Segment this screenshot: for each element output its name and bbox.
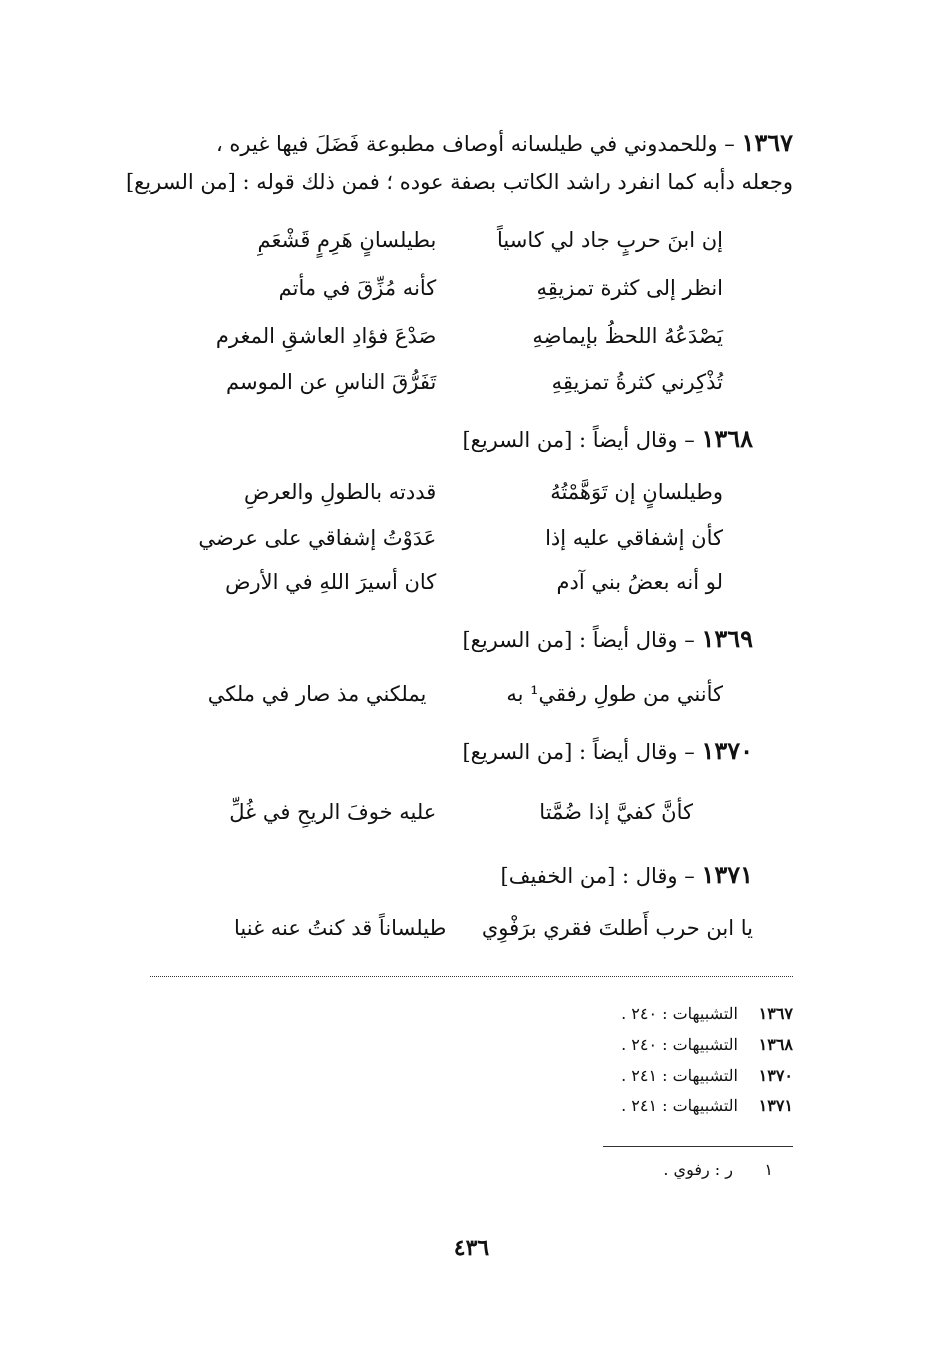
source-number: ١٣٧١: [758, 1096, 793, 1115]
hemistich-a: يَصْدَعُهُ اللحظُ بإيماضِهِ: [532, 324, 723, 348]
entry-1370-heading: [462, 736, 753, 765]
verse: [244, 480, 723, 504]
entry-number: ١٣٦٧: [741, 128, 793, 157]
hemistich-a: تُذْكِرني كثرةُ تمزيقِهِ: [551, 370, 723, 394]
hemistich-b: كان أسيرَ اللهِ في الأرض: [225, 570, 437, 594]
hemistich-b: عليه خوفَ الريحِ في غُلِّ: [229, 800, 437, 824]
hemistich-a: كأنَّ كفيَّ إذا ضُمَّتا: [539, 800, 693, 824]
entry-number: ١٣٦٩: [701, 624, 753, 653]
source-text: التشبيهات : ٢٤٠ .: [621, 1004, 738, 1023]
verse: [279, 276, 723, 300]
entry-heading-text: – وقال : [من الخفيف]: [500, 864, 695, 888]
hemistich-b: صَدْعَ فؤادِ العاشقِ المغرم: [215, 324, 437, 348]
entry-text: – وللحمدوني في طيلسانه أوصاف مطبوعة فَضَلَ فيها غيره ،: [215, 132, 735, 156]
footnote-number: ١: [764, 1160, 773, 1179]
hemistich-a: إن ابنَ حربٍ جاد لي كاسياً: [497, 228, 723, 252]
footnote-text: ر : رفوي .: [663, 1160, 733, 1179]
entry-number: ١٣٦٨: [701, 424, 753, 453]
hemistich-a: انظر إلى كثرة تمزيقِهِ: [536, 276, 723, 300]
entry-heading-text: – وقال أيضاً : [من السريع]: [462, 628, 695, 652]
source-text: التشبيهات : ٢٤١ .: [621, 1066, 738, 1085]
entry-heading-text: – وقال أيضاً : [من السريع]: [462, 740, 695, 764]
entry-1367-line1: [216, 128, 793, 157]
source-text: التشبيهات : ٢٤١ .: [621, 1096, 738, 1115]
source-number: ١٣٦٧: [758, 1004, 793, 1023]
hemistich-b: عَدَوْتُ إشفاقي على عرضي: [198, 526, 437, 550]
hemistich-a: كأن إشفاقي عليه إذا: [545, 526, 723, 550]
source-text: التشبيهات : ٢٤٠ .: [621, 1035, 738, 1054]
hemistich-b: طيلساناً قد كنتُ عنه غنيا: [234, 916, 447, 940]
hemistich-a: كأنني من طولِ رفقي¹ به: [506, 682, 723, 706]
dotted-separator: [150, 976, 793, 977]
verse: [198, 526, 723, 550]
hemistich-b: يملكني مذ صار في ملكي: [207, 682, 427, 706]
entry-1369-heading: [462, 624, 753, 653]
hemistich-a: وطيلسانٍ إن تَوَهَّمْتُهُ: [550, 480, 723, 504]
source-number: ١٣٦٨: [758, 1035, 793, 1054]
verse: [234, 916, 753, 940]
hemistich-b: قددته بالطولِ والعرضِ: [243, 480, 437, 504]
hemistich-a: لو أنه بعضُ بني آدم: [556, 570, 723, 594]
entry-1371-heading: [501, 860, 753, 889]
entry-heading-text: – وقال أيضاً : [من السريع]: [462, 428, 695, 452]
source-line: [621, 1004, 793, 1023]
verse: [229, 800, 693, 824]
hemistich-b: تَفَرُّقَ الناسِ عن الموسم: [226, 370, 437, 394]
verse: [208, 682, 723, 706]
source-number: ١٣٧٠: [758, 1066, 793, 1085]
entry-number: ١٣٧١: [701, 860, 753, 889]
hemistich-b: بطيلسانٍ هَرِمٍ قَشْعَمِ: [257, 228, 437, 252]
verse: [258, 228, 724, 252]
hemistich-a: يا ابن حرب أَطلتَ فقري برَفْوِي: [481, 916, 753, 940]
footnote-rule: [603, 1146, 793, 1147]
verse: [225, 570, 723, 594]
source-line: [621, 1066, 793, 1085]
source-line: [621, 1035, 793, 1054]
entry-1367-line2: وجعله دأبه كما انفرد راشد الكاتب بصفة عوده ؛ فمن ذلك قوله : [من السريع]: [125, 170, 793, 194]
verse: [216, 324, 723, 348]
footnote: [663, 1160, 773, 1179]
verse: [226, 370, 723, 394]
hemistich-b: كأنه مُزِّقَ في مأتم: [278, 276, 437, 300]
source-line: [621, 1096, 793, 1115]
page-number: ٤٣٦: [453, 1235, 490, 1261]
entry-1368-heading: [462, 424, 753, 453]
entry-number: ١٣٧٠: [701, 736, 753, 765]
